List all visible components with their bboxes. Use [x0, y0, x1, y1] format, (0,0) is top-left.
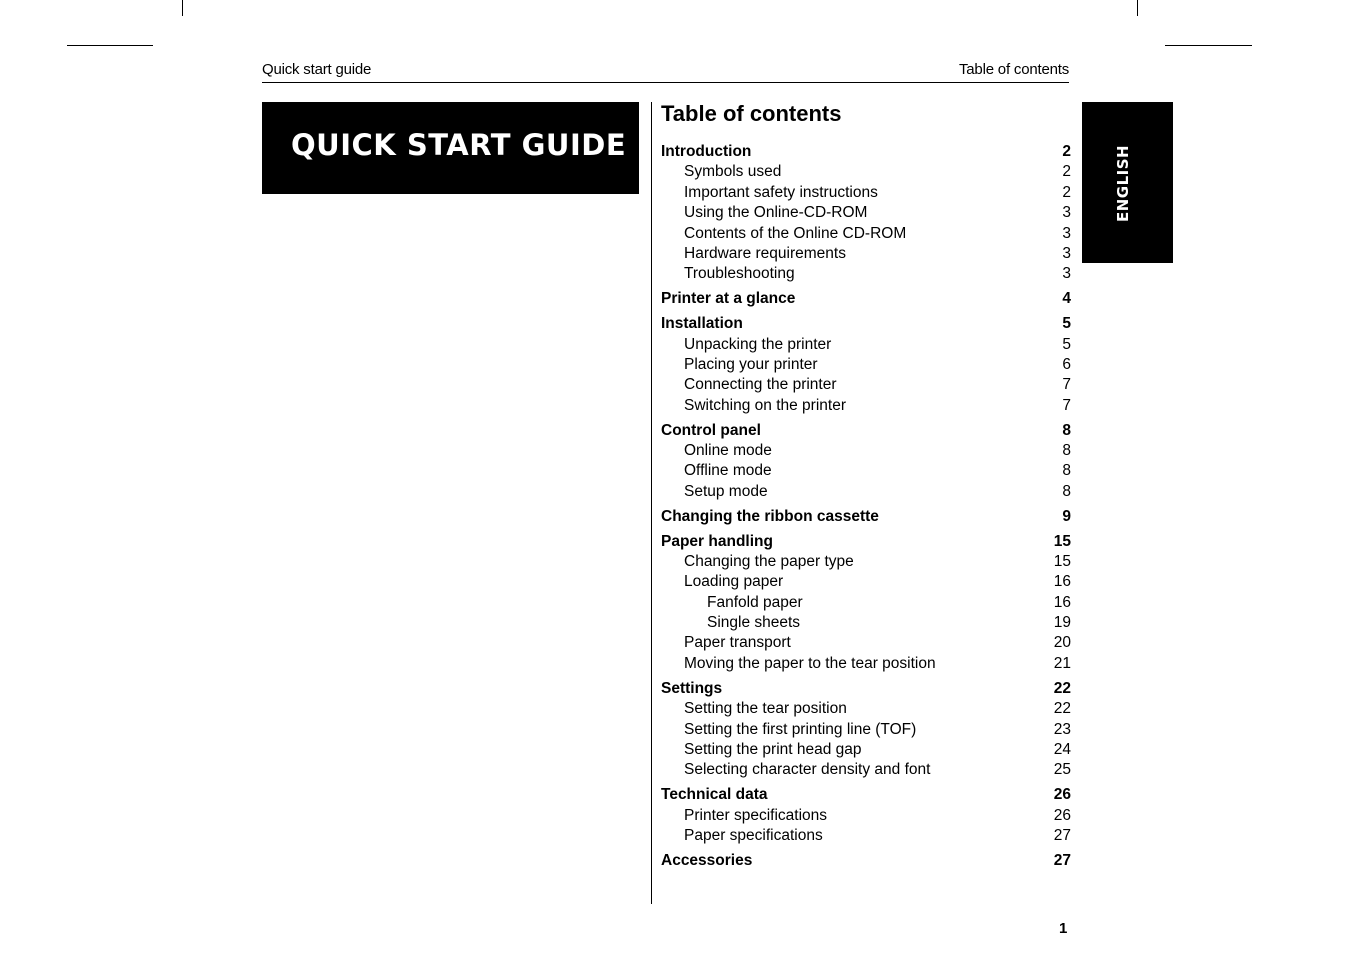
- toc-entry-page: 8: [1062, 482, 1071, 500]
- title-block: [262, 102, 639, 194]
- toc-entry-page: 9: [1062, 507, 1071, 525]
- toc-subentry[interactable]: [661, 633, 1071, 653]
- toc-entry-label: Changing the ribbon cassette: [661, 507, 879, 525]
- toc-section-entry[interactable]: [661, 421, 1071, 441]
- toc-entry-page: 2: [1062, 143, 1071, 160]
- toc-subentry[interactable]: [661, 760, 1071, 780]
- toc-entry-label: Paper transport: [684, 634, 791, 652]
- toc-entry-label: Contents of the Online CD-ROM: [684, 224, 907, 242]
- toc-section-entry[interactable]: [661, 532, 1071, 552]
- toc-entry-label: Placing your printer: [684, 355, 818, 373]
- running-header: [262, 60, 1069, 83]
- toc-section-entry[interactable]: [661, 314, 1071, 334]
- toc-subentry[interactable]: [661, 355, 1071, 375]
- toc-subentry[interactable]: [661, 613, 1071, 633]
- toc-entry-label: Using the Online-CD-ROM: [684, 204, 868, 222]
- toc-entry-label: Fanfold paper: [707, 593, 803, 611]
- toc-subentry[interactable]: [661, 720, 1071, 740]
- toc-entry-page: 2: [1062, 163, 1071, 181]
- toc-entry-page: 20: [1053, 634, 1071, 652]
- toc-subentry[interactable]: [661, 740, 1071, 760]
- toc-entry-label: Paper handling: [661, 532, 773, 550]
- toc-subentry[interactable]: [661, 396, 1071, 416]
- toc-section-entry[interactable]: [661, 679, 1071, 699]
- toc-entry-page: 5: [1062, 335, 1071, 353]
- toc-entry-page: 8: [1062, 441, 1071, 459]
- toc-entry-label: Setup mode: [684, 482, 768, 500]
- toc-subentry[interactable]: [661, 699, 1071, 719]
- toc-entry-page: 21: [1053, 654, 1071, 672]
- toc-subentry[interactable]: [661, 183, 1071, 203]
- column-divider: [651, 102, 652, 904]
- toc-entry-page: 2: [1062, 183, 1071, 201]
- toc-entry-label: Loading paper: [684, 573, 784, 591]
- toc-subentry[interactable]: [661, 264, 1071, 284]
- toc-entry-label: Accessories: [661, 851, 753, 869]
- toc-entry-page: 16: [1053, 573, 1071, 591]
- toc-entry-page: 26: [1053, 786, 1071, 804]
- toc-subentry[interactable]: [661, 826, 1071, 846]
- toc-entry-label: Technical data: [661, 786, 768, 804]
- toc-subentry[interactable]: [661, 335, 1071, 355]
- toc-entry-label: Printer specifications: [684, 806, 828, 824]
- guide-title: QUICK START GUIDE: [291, 128, 627, 162]
- toc-subentry[interactable]: [661, 224, 1071, 244]
- toc-entry-page: 3: [1062, 265, 1071, 283]
- crop-mark-top-left-vertical: [182, 0, 183, 16]
- toc-section-entry[interactable]: [661, 851, 1071, 871]
- toc-entry-page: 4: [1062, 290, 1071, 308]
- toc-subentry[interactable]: [661, 441, 1071, 461]
- toc-subentry[interactable]: [661, 482, 1071, 502]
- toc-entry-page: 8: [1062, 462, 1071, 480]
- toc-entry-page: 5: [1062, 315, 1071, 333]
- toc-entry-label: Settings: [661, 679, 723, 697]
- toc-entry-label: Setting the tear position: [684, 700, 847, 718]
- crop-mark-top-right-horizontal: [1165, 45, 1252, 46]
- toc-entry-page: 15: [1053, 532, 1071, 550]
- toc-entry-label: Selecting character density and font: [684, 761, 931, 779]
- toc-subentry[interactable]: [661, 162, 1071, 182]
- header-right-text: Table of contents: [958, 61, 1069, 78]
- toc-entry-label: Connecting the printer: [684, 376, 837, 394]
- toc-subentry[interactable]: [661, 375, 1071, 395]
- toc-entry-label: Setting the first printing line (TOF): [684, 720, 917, 738]
- toc-entry-page: 26: [1053, 806, 1071, 824]
- toc-entry-label: Unpacking the printer: [684, 335, 832, 353]
- toc-entry-label: Switching on the printer: [684, 396, 846, 414]
- toc-section-entry[interactable]: [661, 289, 1071, 309]
- toc-entry-label: Online mode: [684, 441, 772, 459]
- toc-entry-label: Installation: [661, 315, 743, 333]
- toc-entry-page: 19: [1053, 614, 1071, 632]
- toc-entry-page: 25: [1053, 761, 1071, 779]
- crop-mark-top-right-vertical: [1137, 0, 1138, 16]
- toc-entry-page: 3: [1062, 204, 1071, 222]
- toc-entry-label: Paper specifications: [684, 827, 823, 844]
- toc-entry-label: Changing the paper type: [684, 552, 854, 570]
- page-number: 1: [1059, 920, 1068, 937]
- language-tab: [1082, 102, 1173, 263]
- toc-entry-page: 3: [1062, 224, 1071, 242]
- toc-entry-label: Offline mode: [684, 462, 772, 480]
- header-left-text: Quick start guide: [262, 61, 372, 78]
- toc-entry-page: 7: [1062, 396, 1071, 414]
- toc-entry-label: Hardware requirements: [684, 244, 846, 262]
- toc-entry-page: 27: [1053, 851, 1071, 869]
- toc-subentry[interactable]: [661, 244, 1071, 264]
- toc-subentry[interactable]: [661, 552, 1071, 572]
- toc-entry-page: 8: [1062, 421, 1071, 439]
- toc-subentry[interactable]: [661, 461, 1071, 481]
- toc-entry-page: 7: [1062, 376, 1071, 394]
- toc-entry-label: Single sheets: [707, 614, 801, 632]
- toc-entry-label: Control panel: [661, 421, 761, 439]
- toc-entry-page: 3: [1062, 244, 1071, 262]
- toc-subentry[interactable]: [661, 593, 1071, 613]
- toc-subentry[interactable]: [661, 654, 1071, 674]
- toc-entry-page: 16: [1053, 593, 1071, 611]
- toc-entry-label: Introduction: [661, 143, 752, 160]
- toc-entry-label: Printer at a glance: [661, 290, 796, 308]
- language-label: ENGLISH: [1114, 144, 1132, 222]
- toc-entry-page: 24: [1053, 740, 1071, 758]
- toc-subentry[interactable]: [661, 572, 1071, 592]
- toc-section-entry[interactable]: [661, 785, 1071, 805]
- toc-section-entry[interactable]: [661, 507, 1071, 527]
- toc-entry-label: Symbols used: [684, 163, 782, 181]
- toc-entry-label: Setting the print head gap: [684, 740, 862, 758]
- toc-entry-label: Troubleshooting: [684, 265, 795, 283]
- toc-subentry[interactable]: [661, 806, 1071, 826]
- toc-entry-label: Moving the paper to the tear position: [684, 654, 936, 672]
- toc-entry-page: 22: [1053, 700, 1071, 718]
- toc-entry-page: 15: [1053, 552, 1071, 570]
- toc-entry-page: 27: [1053, 827, 1071, 844]
- toc-entry-page: 22: [1053, 679, 1071, 697]
- table-of-contents: [661, 142, 1071, 871]
- toc-entry-page: 23: [1053, 720, 1071, 738]
- toc-heading: Table of contents: [661, 101, 842, 126]
- toc-entry-label: Important safety instructions: [684, 183, 878, 201]
- toc-entry-page: 6: [1062, 355, 1071, 373]
- toc-subentry[interactable]: [661, 203, 1071, 223]
- crop-mark-top-left-horizontal: [67, 45, 153, 46]
- toc-section-entry[interactable]: [661, 142, 1071, 162]
